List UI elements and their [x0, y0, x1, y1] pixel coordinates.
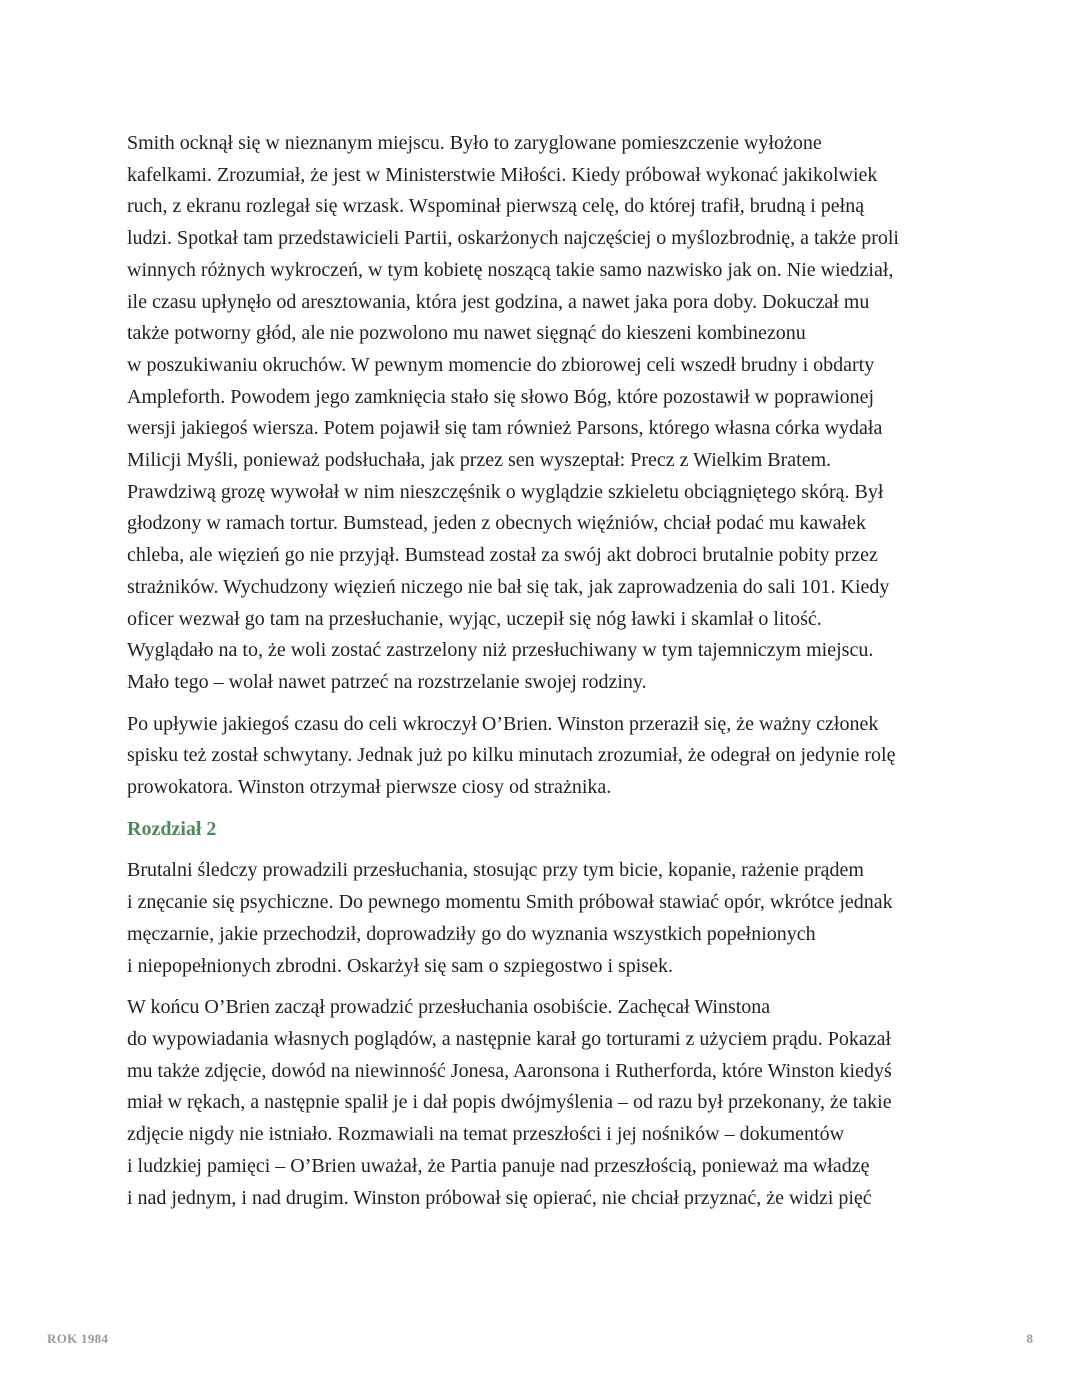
paragraph: Po upływie jakiegoś czasu do celi wkroczył O’Brien. Winston przeraził się, że ważny członek spisku też został schwytany. Jednak już po kilku minutach zrozumiał, że odegrał on jedynie rolę prowokatora. Winston otrzymał pierwsze ciosy od strażnika. — [127, 712, 896, 799]
footer-book-title: ROK 1984 — [47, 1331, 109, 1346]
page-body — [127, 128, 953, 1224]
chapter-heading: Rozdział 2 — [127, 817, 217, 840]
paragraph: Brutalni śledczy prowadzili przesłuchania, stosując przy tym bicie, kopanie, rażenie prądem i znęcanie się psychiczne. Do pewnego momentu Smith próbował stawiać opór, wkrótce jednak męczarnie, jakie przechodził, doprowadziły go do wyznania wszystkich popełnionych i niepopełnionych zbrodni. Oskarżył się sam o szpiegostwo i spisek. — [127, 859, 893, 977]
footer-page-number: 8 — [1026, 1331, 1033, 1346]
paragraph: W końcu O’Brien zaczął prowadzić przesłuchania osobiście. Zachęcał Winstona do wypowiadania własnych poglądów, a następnie karał go torturami z użyciem prądu. Pokazał mu także zdjęcie, dowód na niewinność Jonesa, Aaronsona i Rutherforda, które Winston kiedyś miał w rękach, a następnie spalił je i dał popis dwójmyślenia – od razu był przekonany, że takie zdjęcie nigdy nie istniało. Rozmawiali na temat przeszłości i jej nośników – dokumentów i ludzkiej pamięci – O’Brien uważał, że Partia panuje nad przeszłością, ponieważ ma władzę i nad jednym, i nad drugim. Winston próbował się opierać, nie chciał przyznać, że widzi pięć — [127, 996, 892, 1209]
paragraph: Smith ocknął się w nieznanym miejscu. Było to zaryglowane pomieszczenie wyłożone kafelkami. Zrozumiał, że jest w Ministerstwie Miłości. Kiedy próbował wykonać jakikolwiek ruch, z ekranu rozlegał się wrzask. Wspominał pierwszą celę, do której trafił, brudną i pełną ludzi. Spotkał tam przedstawicieli Partii, oskarżonych najczęściej o myślozbrodnię, a także proli winnych różnych wykroczeń, w tym kobietę noszącą takie samo nazwisko jak on. Nie wiedział, ile czasu upłynęło od aresztowania, która jest godzina, a nawet jaka pora doby. Dokuczał mu także potworny głód, ale nie pozwolono mu nawet sięgnąć do kieszeni kombinezonu w poszukiwaniu okruchów. W pewnym momencie do zbiorowej celi wszedł brudny i obdarty Ampleforth. Powodem jego zamknięcia stało się słowo Bóg, które pozostawił w poprawionej wersji jakiegoś wiersza. Potem pojawił się tam również Parsons, którego własna córka wydała Milicji Myśli, ponieważ podsłuchała, jak przez sen wyszeptał: Precz z Wielkim Bratem. Prawdziwą grozę wywołał w nim nieszczęśnik o wyglądzie szkieletu obciągniętego skórą. Był głodzony w ramach tortur. Bumstead, jeden z obecnych więźniów, chciał podać mu kawałek chleba, ale więzień go nie przyjął. Bumstead został za swój akt dobroci brutalnie pobity przez strażników. Wychudzony więzień niczego nie bał się tak, jak zaprowadzenia do sali 101. Kiedy oficer wezwał go tam na przesłuchanie, wyjąc, uczepił się nóg ławki i skamlał o litość. Wyglądało na to, że woli zostać zastrzelony niż przesłuchiwany w tym tajemniczym miejscu. Mało tego – wolał nawet patrzeć na rozstrzelanie swojej rodziny. — [127, 132, 899, 693]
